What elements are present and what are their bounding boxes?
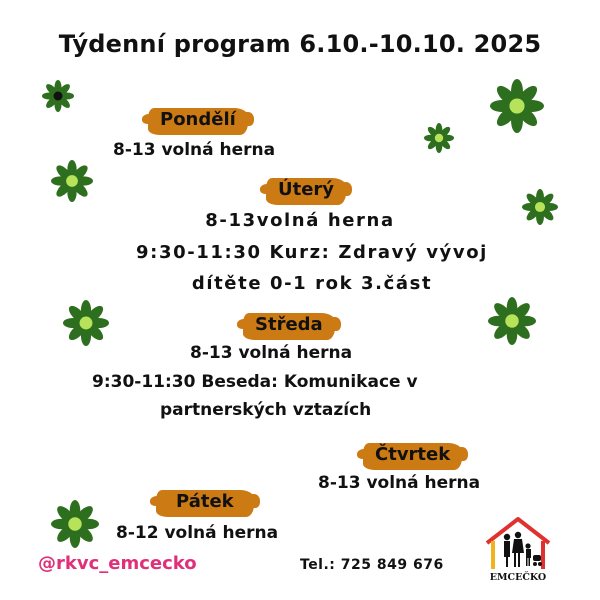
day-label-friday: Pátek	[156, 488, 254, 517]
phone-number: Tel.: 725 849 676	[300, 557, 444, 573]
day-label-monday: Pondělí	[148, 106, 248, 135]
svg-text:EMCEČKO: EMCEČKO	[489, 572, 547, 583]
logo-house-icon	[483, 513, 553, 583]
day-label-thursday: Čtvrtek	[363, 441, 462, 470]
instagram-handle[interactable]: @rkvc_emcecko	[38, 553, 197, 574]
wednesday-line-1: 8-13 volná herna	[190, 343, 353, 363]
flower-icon	[40, 78, 76, 114]
flower-icon	[486, 295, 538, 347]
tuesday-line-1: 8-13volná herna	[205, 210, 395, 231]
wednesday-line-2: 9:30-11:30 Beseda: Komunikace v	[92, 372, 418, 392]
page-title: Týdenní program 6.10.-10.10. 2025	[58, 30, 542, 58]
emcecko-logo	[483, 513, 553, 583]
friday-line-1: 8-12 volná herna	[116, 523, 279, 543]
day-label-tuesday: Úterý	[266, 176, 346, 205]
monday-line-1: 8-13 volná herna	[113, 140, 276, 160]
flower-icon	[422, 121, 456, 155]
flower-icon	[49, 498, 101, 550]
day-label-wednesday: Středa	[243, 311, 335, 340]
flower-icon	[49, 158, 95, 204]
flower-icon	[61, 298, 111, 348]
flower-icon	[520, 187, 560, 227]
wednesday-line-3: partnerských vztazích	[160, 400, 372, 420]
tuesday-line-2: 9:30-11:30 Kurz: Zdravý vývoj	[136, 242, 488, 263]
tuesday-line-3: dítěte 0-1 rok 3.část	[191, 273, 433, 294]
flower-icon	[488, 77, 546, 135]
thursday-line-1: 8-13 volná herna	[318, 473, 481, 493]
